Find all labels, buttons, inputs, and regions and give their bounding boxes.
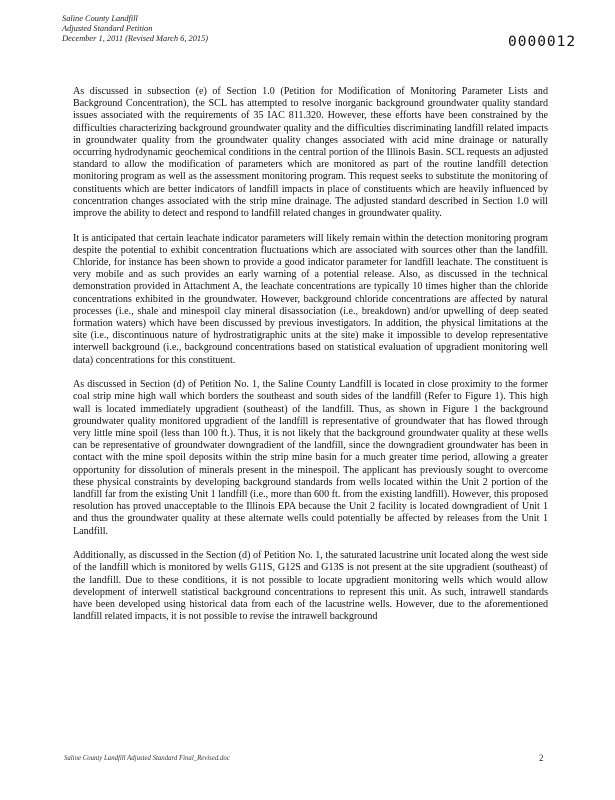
running-header — [62, 14, 208, 45]
header-line-2: Adjusted Standard Petition — [62, 24, 153, 34]
paragraph-1: As discussed in subsection (e) of Section 1.0 (Petition for Modification of Monitoring Parameter Lists and Background Concentration), the SCL has attempted to resolve inorganic background groundwater quality standard issues associated with the requirements of 35 IAC 811.320. However, these efforts have been constrained by the difficulties characterizing background groundwater quality and the difficulties discriminating landfill related impacts in groundwater quality from the groundwater quality changes associated with acid mine drainage or naturally occurring hydrodynamic geochemical conditions in the central portion of the Illinois Basin. SCL requests an adjusted standard to allow the modification of parameters which are monitored as part of the routine landfill detection monitoring program as well as the assessment monitoring program. This request seeks to substitute the monitoring of constituents which are better indicators of landfill impacts in place of constituents which are heavily influenced by concentration changes associated with the strip mine drainage. The adjusted standard described in Section 1.0 will improve the ability to detect and respond to landfill related changes in groundwater quality. — [73, 86, 548, 220]
paragraph-4: Additionally, as discussed in the Section (d) of Petition No. 1, the saturated lacustrine unit located along the west side of the landfill which is monitored by wells G11S, G12S and G13S is not present at the site upgradient (southeast) of the landfill. Due to these conditions, it is not possible to locate upgradient monitoring wells which would allow development of interwell statistical background concentrations to represent this unit. As such, intrawell standards have been developed using historical data from each of the lacustrine wells. However, due to the aforementioned landfill related impacts, it is not possible to revise the intrawell background — [73, 550, 548, 623]
footer-filename: Saline County Landfill Adjusted Standard Final_Revised.doc — [64, 755, 230, 762]
body-text — [73, 86, 548, 636]
paragraph-3: As discussed in Section (d) of Petition No. 1, the Saline County Landfill is located in close proximity to the former coal strip mine high wall which borders the southeast and south sides of the landfill (Refer to Figure 1). This high wall is located immediately upgradient (southeast) of the landfill. Thus, as shown in Figure 1 the background groundwater quality monitored upgradient of the landfill is representative of groundwater that has flowed through very little mine spoil (less than 100 ft.). Thus, it is not likely that the background groundwater quality at these wells can be representative of groundwater downgradient of the landfill, since the downgradient groundwater has been in contact with the mine spoil deposits within the strip mine basin for a much greater time period, allowing a greater opportunity for dissolution of minerals present in the minespoil. The applicant has previously sought to overcome these physical constraints by developing background standards from wells located within the Unit 2 portion of the landfill far from the existing Unit 1 landfill (i.e., more than 600 ft. from the existing landfill). However, this proposed resolution has proved unacceptable to the Illinois EPA because the Unit 2 facility is located downgradient of Unit 1 and thus the groundwater quality at these alternate wells could potentially be affected by releases from the Unit 1 Landfill. — [73, 379, 548, 537]
header-line-1: Saline County Landfill — [62, 14, 138, 23]
header-line-3: December 1, 2011 (Revised March 6, 2015) — [62, 34, 209, 44]
page-number: 2 — [539, 753, 544, 763]
paragraph-2: It is anticipated that certain leachate indicator parameters will likely remain within the detection monitoring program despite the potential to exhibit concentration fluctuations which are associated with sources other than the landfill. Chloride, for instance has been shown to provide a good indicator parameter for landfill leachate. The constituent is very mobile and as such provides an early warning of a potential release. Also, as discussed in the technical demonstration provided in Attachment A, the leachate concentrations are typically 10 times higher than the chloride concentrations exhibited in the groundwater. However, background chloride concentrations are affected by natural processes (i.e., shale and minespoil clay mineral disassociation (i.e., breakdown) and/or upwelling of deep seated formation waters) which have been discussed by previous investigators. In addition, the physical limitations at the site (i.e., discontinuous nature of hydrostratigraphic units at the site) make it impossible to develop representative interwell background (i.e., background concentrations based on statistical evaluation of upgradient monitoring well data) concentrations for this constituent. — [73, 232, 548, 366]
document-number: 0000012 — [508, 34, 577, 50]
